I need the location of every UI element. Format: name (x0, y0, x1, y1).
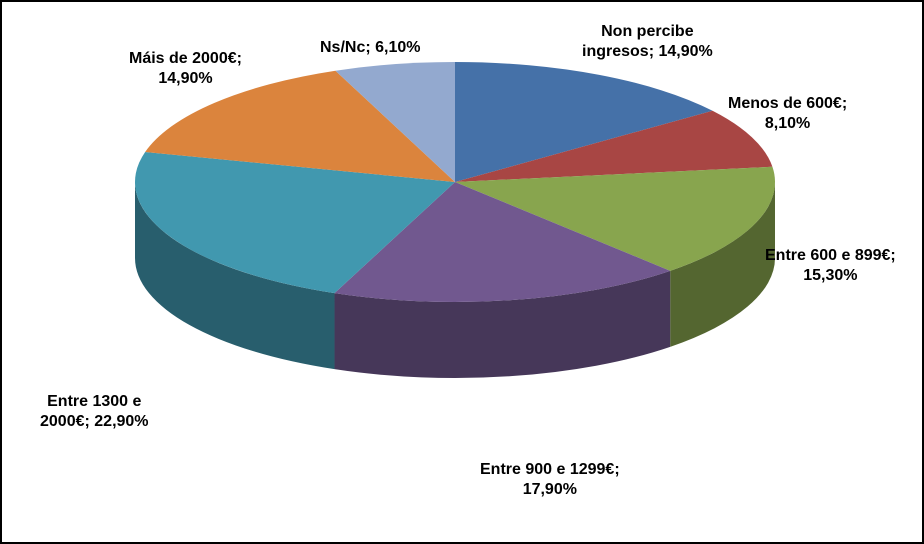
label-900-1299: Entre 900 e 1299€; 17,90% (480, 461, 620, 498)
label-mais-2000: Máis de 2000€; 14,90% (129, 50, 242, 87)
pie-top-faces (135, 62, 775, 302)
label-menos-600: Menos de 600€; 8,10% (728, 95, 848, 132)
label-non-percibe: Non percibe ingresos; 14,90% (582, 23, 713, 60)
label-nsnc: Ns/Nc; 6,10% (320, 39, 421, 56)
label-600-899: Entre 600 e 899€; 15,30% (765, 247, 896, 284)
label-1300-2000: Entre 1300 e 2000€; 22,90% (40, 393, 149, 430)
